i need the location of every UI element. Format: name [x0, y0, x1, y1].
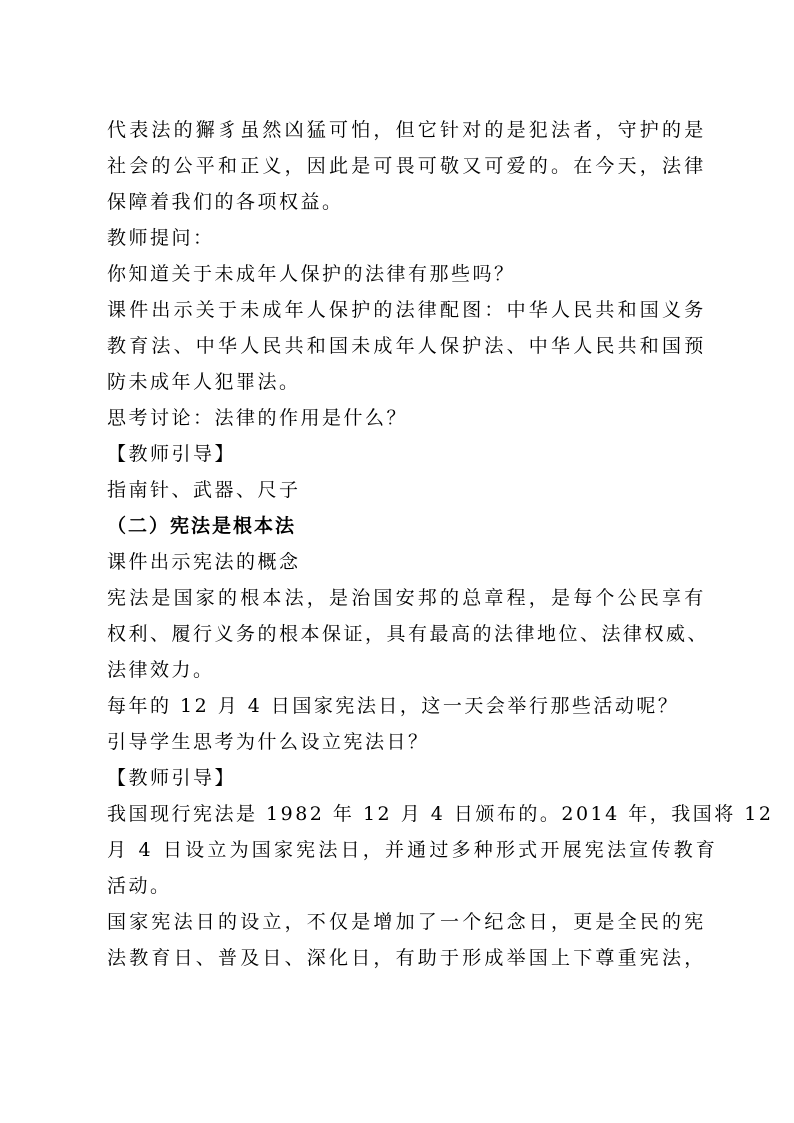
paragraph-line: 课件出示关于未成年人保护的法律配图：中华人民共和国义务 — [107, 299, 707, 321]
paragraph-line: 国家宪法日的设立，不仅是增加了一个纪念日，更是全民的宪 — [107, 911, 707, 933]
paragraph-line: 宪法是国家的根本法，是治国安邦的总章程，是每个公民享有 — [107, 587, 707, 609]
paragraph-line: 【教师引导】 — [107, 443, 237, 465]
paragraph-line: 教育法、中华人民共和国未成年人保护法、中华人民共和国预 — [107, 335, 707, 357]
section-heading: （二）宪法是根本法 — [107, 515, 297, 537]
paragraph-line: 法教育日、普及日、深化日，有助于形成举国上下尊重宪法， — [107, 947, 707, 969]
paragraph-line: 指南针、武器、尺子 — [107, 479, 301, 501]
paragraph-line: 权利、履行义务的根本保证，具有最高的法律地位、法律权威、 — [107, 623, 710, 645]
paragraph-line: 引导学生思考为什么设立宪法日？ — [107, 731, 430, 753]
paragraph-line: 教师提问： — [107, 227, 215, 249]
paragraph-line: 每年的 12 月 4 日国家宪法日，这一天会举行那些活动呢？ — [107, 695, 680, 717]
paragraph-line: 月 4 日设立为国家宪法日，并通过多种形式开展宪法宣传教育 — [107, 839, 718, 861]
paragraph-line: 【教师引导】 — [107, 767, 237, 789]
paragraph-line: 思考讨论：法律的作用是什么？ — [107, 407, 409, 429]
paragraph-line: 法律效力。 — [107, 659, 215, 681]
paragraph-line: 防未成年人犯罪法。 — [107, 371, 301, 393]
document-body — [107, 112, 774, 976]
paragraph-line: 社会的公平和正义，因此是可畏可敬又可爱的。在今天，法律 — [107, 155, 707, 177]
paragraph-line: 活动。 — [107, 875, 172, 897]
paragraph-line: 保障着我们的各项权益。 — [107, 191, 344, 213]
paragraph-line: 代表法的獬豸虽然凶猛可怕，但它针对的是犯法者，守护的是 — [107, 119, 707, 141]
paragraph-line: 课件出示宪法的概念 — [107, 551, 301, 573]
paragraph-line: 我国现行宪法是 1982 年 12 月 4 日颁布的。2014 年，我国将 12 — [107, 803, 774, 825]
paragraph-line: 你知道关于未成年人保护的法律有那些吗？ — [107, 263, 516, 285]
